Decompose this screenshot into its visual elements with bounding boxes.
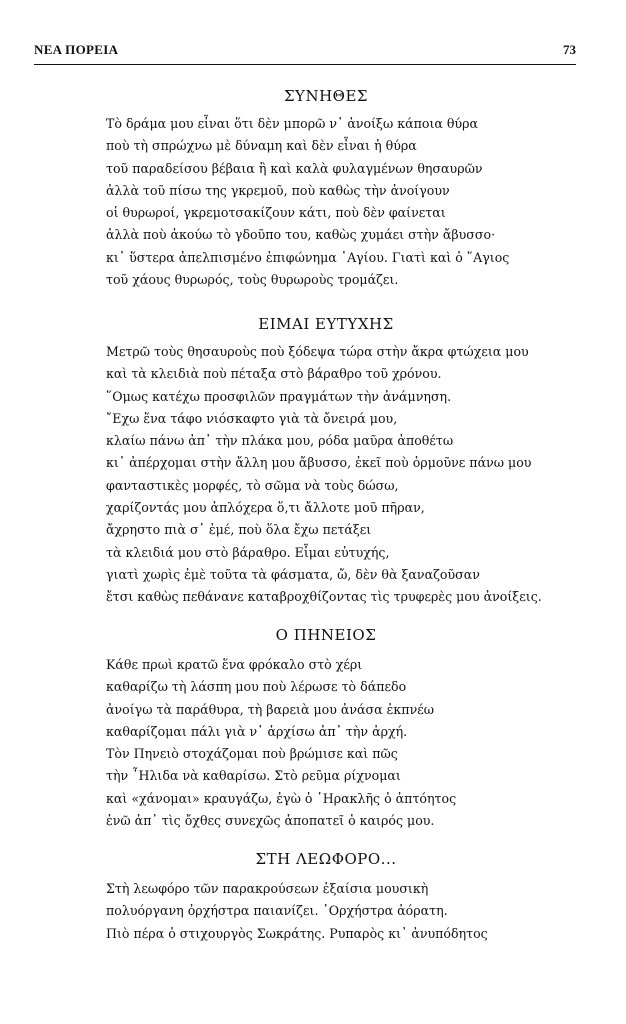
poem-synithes [106,83,586,291]
journal-title: ΝΕΑ ΠΟΡΕΙΑ [34,42,119,57]
poem-line: ῎Εχω ἕνα τάφο νιόσκαφτο γιὰ τὰ ὄνειρά μου, [106,410,398,426]
poem-lines [106,878,586,945]
poem-line: κι᾿ ἀπέρχομαι στὴν ἄλλη μου ἄβυσσο, ἐκεῖ ποὺ ὁρμοῦνε πάνω μου [106,455,532,471]
poem-title: ΕΙΜΑΙ ΕΥΤΥΧΗΣ [258,315,394,333]
poem-line: καὶ τὰ κλειδιὰ ποὺ πέταξα στὸ βάραθρο τοῦ χρόνου. [106,366,442,382]
poem-line: τοῦ χάους θυρωρός, τοὺς θυρωροὺς τρομάζει. [106,272,399,288]
poem-eimai-eftychis [106,311,586,609]
poem-line: Κάθε πρωὶ κρατῶ ἕνα φρόκαλο στὸ χέρι [106,657,363,672]
poem-line: ἄχρηστο πιὰ σ᾿ ἐμέ, ποὺ ὅλα ἔχω πετάξει [106,522,372,538]
page-number: 73 [563,42,576,57]
poem-line: ἀνοίγω τὰ παράθυρα, τὴ βαρειὰ μου ἀνάσα ἐκπνέω [106,701,435,717]
poem-line: οἱ θυρωροί, γκρεμοτσακίζουν κάτι, ποὺ δὲν φαίνεται [106,205,446,221]
poem-line: τὴν ῏Ηλιδα νὰ καθαρίσω. Στὸ ρεῦμα ρίχνομαι [106,768,401,784]
poem-line: ποὺ τὴ σπρώχνω μὲ δύναμη καὶ δὲν εἶναι ἡ θύρα [106,138,417,154]
running-header [34,42,576,60]
poem-line: Μετρῶ τοὺς θησαυροὺς ποὺ ξόδεψα τώρα στὴν ἄκρα φτώχεια μου [106,344,529,359]
poem-sti-leoforo [106,846,586,945]
poem-line: ἐνῶ ἀπ᾿ τὶς ὄχθες συνεχῶς ἀποπατεῖ ὁ καιρός μου. [106,813,435,829]
header-rule [34,64,576,65]
poem-lines [106,341,586,609]
poem-title: Ο ΠΗΝΕΙΟΣ [275,626,377,644]
poem-line: κι᾿ ὕστερα ἀπελπισμένο ἐπιφώνημα ῾Αγίου. Γιατὶ καὶ ὁ ῞Αγιος [106,249,510,265]
poem-title: ΣΥΝΗΘΕΣ [283,87,369,105]
poem-line: γιατὶ χωρὶς ἐμὲ τοῦτα τὰ φάσματα, ὤ, δὲν θὰ ξαναζοῦσαν [106,566,480,582]
poem-line: πολυόργανη ὀρχήστρα παιανίζει. ᾿Ορχήστρα ἀόρατη. [106,903,448,919]
poem-line: φανταστικὲς μορφές, τὸ σῶμα νὰ τοὺς δώσω, [106,477,399,493]
poem-lines [106,654,586,832]
poem-line: καθαρίζομαι πάλι γιὰ ν᾿ ἀρχίσω ἀπ᾿ τὴν ἀρχή. [106,723,408,739]
poem-title: ΣΤΗ ΛΕΩΦΟΡΟ... [255,850,397,868]
poem-line: Πιὸ πέρα ὁ στιχουργὸς Σωκράτης. Ρυπαρὸς κι᾿ ἀνυπόδητος [106,925,488,941]
poem-line: ἀλλὰ τοῦ πίσω της γκρεμοῦ, ποὺ καθὼς τὴν ἀνοίγουν [106,182,450,198]
poem-line: ῞Ομως κατέχω προσφιλῶν πραγμάτων τὴν ἀνάμνηση. [106,388,452,404]
poem-line: Τὸ δράμα μου εἶναι ὅτι δὲν μπορῶ ν᾿ ἀνοίξω κάποια θύρα [106,116,479,131]
poem-line: Τὸν Πηνειὸ στοχάζομαι ποὺ βρώμισε καὶ πῶς [106,746,398,762]
poem-line: καθαρίζω τὴ λάσπη μου ποὺ λέρωσε τὸ δάπεδο [106,679,407,695]
poem-line: χαρίζοντάς μου ἀπλόχερα ὅ,τι ἄλλοτε μοῦ πῆραν, [106,500,425,516]
poem-line: καὶ «χάνομαι» κραυγάζω, ἐγὼ ὁ ῾Ηρακλῆς ὁ ἀπτόητος [106,790,457,806]
poem-line: κλαίω πάνω ἀπ᾿ τὴν πλάκα μου, ρόδα μαῦρα ἀποθέτω [106,433,454,449]
poem-line: Στὴ λεωφόρο τῶν παρακρούσεων ἐξαίσια μουσικὴ [106,881,429,896]
poem-lines [106,113,586,291]
poem-line: ἔτσι καθὼς πεθάνανε καταβροχθίζοντας τὶς τρυφερὲς μου ἀνοίξεις. [106,589,542,605]
poem-line: τοῦ παραδείσου βέβαια ἢ καὶ καλὰ φυλαγμένων θησαυρῶν [106,160,483,176]
poem-line: ἀλλὰ ποὺ ἀκούω τὸ γδοῦπο του, καθὼς χυμάει στὴν ἄβυσσο· [106,227,496,243]
poem-o-pineios [106,622,586,832]
poem-line: τὰ κλειδιά μου στὸ βάραθρο. Εἶμαι εὐτυχής, [106,544,390,560]
